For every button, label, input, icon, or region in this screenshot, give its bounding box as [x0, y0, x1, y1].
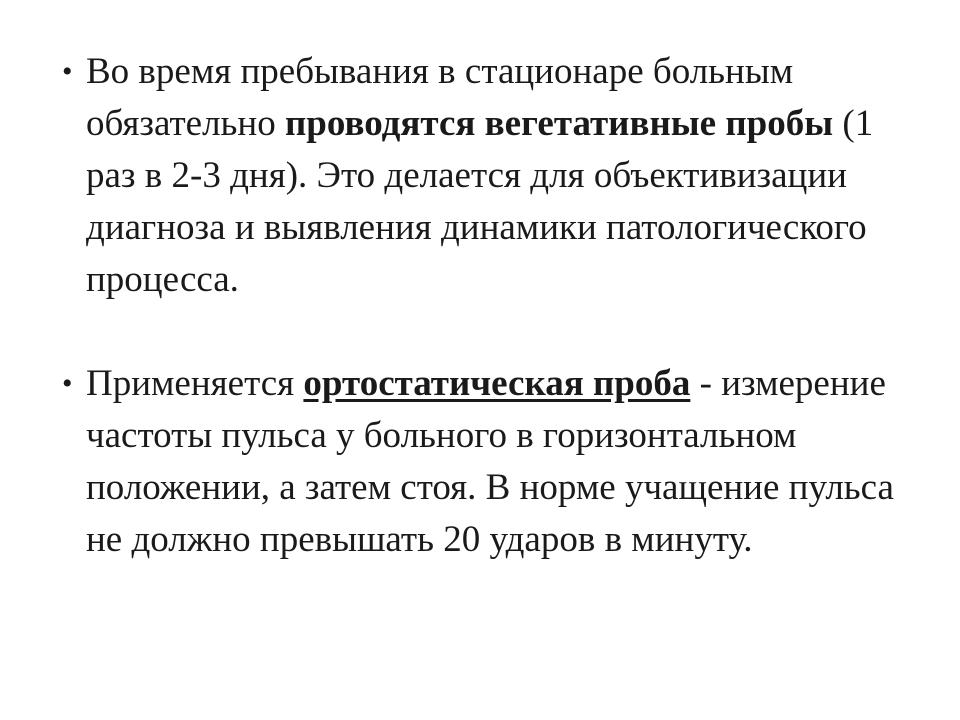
bullet-item-inpatient-tests [62, 46, 902, 306]
bullet-text: (1 раз в 2-3 дня). Это делается для объективизации диагноза и выявления динамики патологического процесса. [86, 103, 874, 300]
bullet-list [62, 46, 902, 566]
bullet-emphasis: проводятся вегетативные пробы [284, 103, 834, 144]
bullet-text: - измерение частоты пульса у больного в горизонтальном положении, а затем стоя. В норме учащение пульса не должно превышать 20 ударов в минуту. [86, 363, 894, 560]
bullet-point-icon: • [62, 367, 73, 400]
bullet-item-orthostatic-test [62, 358, 902, 566]
bullet-point-icon: • [62, 55, 73, 88]
bullet-text: Применяется [86, 363, 304, 404]
bullet-emphasis: ортостатическая проба [303, 363, 691, 404]
bullet-text: Во время пребывания в стационаре больным обязательно [86, 51, 794, 144]
